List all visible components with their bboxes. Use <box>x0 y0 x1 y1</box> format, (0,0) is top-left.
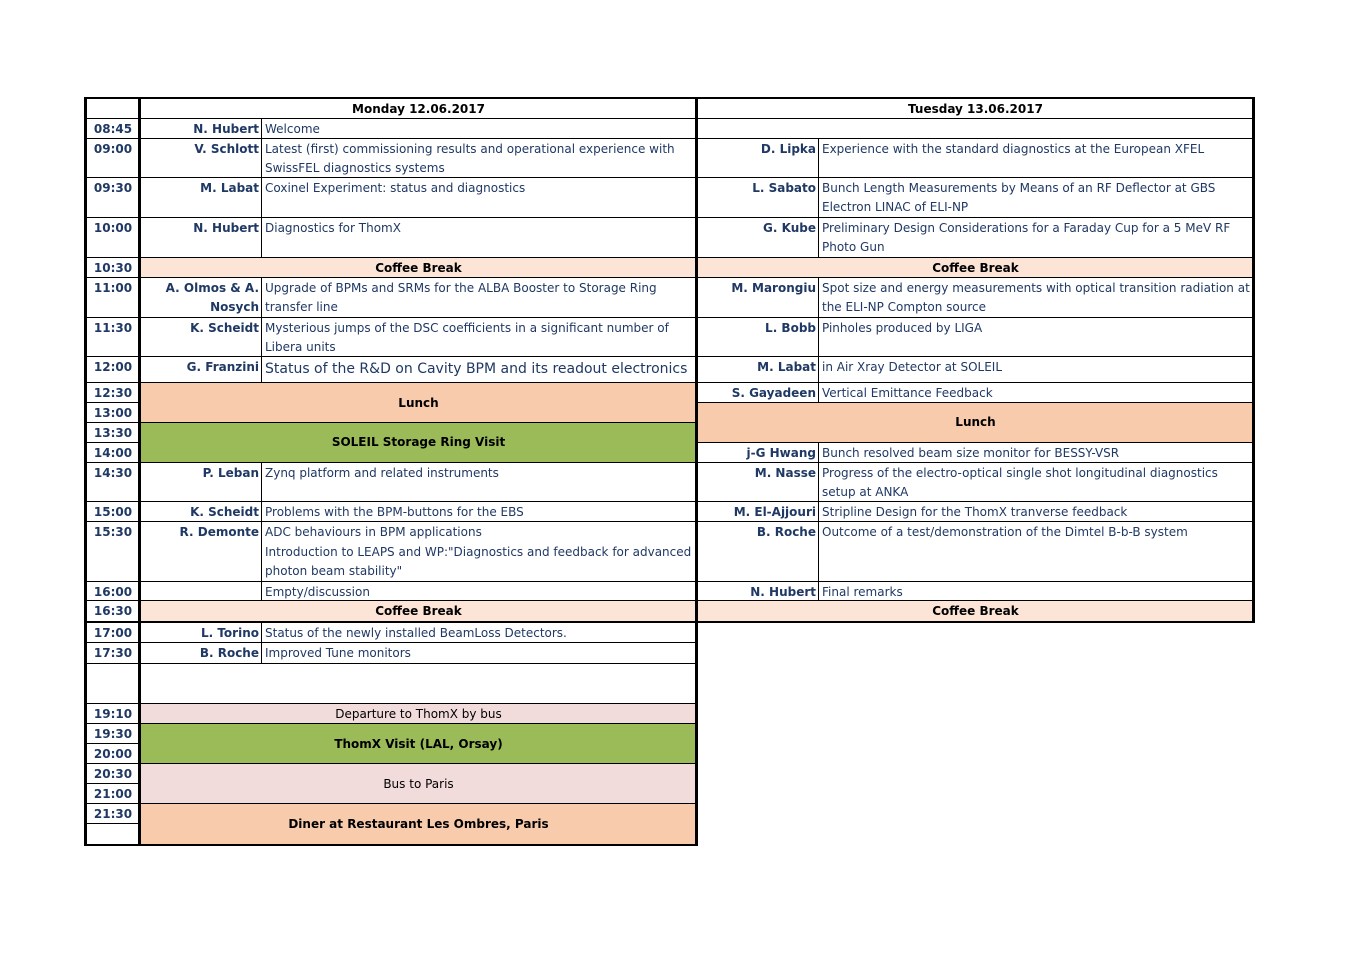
time-1730: 17:30 <box>93 646 133 660</box>
mon-soleil-visit: SOLEIL Storage Ring Visit <box>331 435 506 449</box>
grid-line <box>261 623 262 664</box>
mon-coffee-break: Coffee Break <box>375 603 462 618</box>
time-1600: 16:00 <box>93 585 133 599</box>
time-1100: 11:00 <box>93 281 133 295</box>
tue-coffee-break: Coffee Break <box>932 260 1019 275</box>
mon-speaker: L. Torino <box>200 626 259 640</box>
grid-line <box>261 278 262 383</box>
tue-speaker: L. Bobb <box>765 321 816 335</box>
mon-speaker: R. Demonte <box>179 525 259 539</box>
tue-speaker: B. Roche <box>756 525 816 539</box>
tue-talk: Spot size and energy measurements with optical transition radiation at the ELI-NP Compton source <box>822 281 1250 314</box>
tue-talk: Experience with the standard diagnostics at the European XFEL <box>822 142 1205 156</box>
grid-line <box>86 356 1253 357</box>
grid-line <box>86 743 140 744</box>
grid-line <box>818 278 819 403</box>
time-1200: 12:00 <box>93 360 133 374</box>
tue-talk: Bunch Length Measurements by Means of an RF Deflector at GBS Electron LINAC of ELI-NP <box>822 181 1216 214</box>
mon-speaker: P. Leban <box>202 466 259 480</box>
mon-speaker <box>141 582 261 583</box>
mon-talk: Coxinel Experiment: status and diagnostics <box>265 181 526 195</box>
tue-speaker: M. El-Ajjouri <box>733 505 816 519</box>
mon-talk: Upgrade of BPMs and SRMs for the ALBA Booster to Storage Ring transfer line <box>265 281 657 314</box>
time-2130: 21:30 <box>93 807 133 821</box>
grid-line <box>86 317 1253 318</box>
time-0900: 09:00 <box>93 142 133 156</box>
mon-speaker: K. Scheidt <box>190 505 259 519</box>
grid-line <box>86 501 1253 502</box>
tue-talk: Bunch resolved beam size monitor for BESSY-VSR <box>822 446 1120 460</box>
mon-speaker: N. Hubert <box>193 122 259 136</box>
mon-talk: Zynq platform and related instruments <box>265 466 499 480</box>
time-1330: 13:30 <box>93 426 133 440</box>
grid-line <box>86 783 140 784</box>
mon-speaker: G. Franzini <box>186 360 259 374</box>
time-1130: 11:30 <box>93 321 133 335</box>
grid-line <box>1252 97 1255 623</box>
grid-line <box>698 442 1253 443</box>
grid-line <box>86 177 1253 178</box>
tue-speaker: L. Sabato <box>752 181 816 195</box>
tue-coffee-break: Coffee Break <box>932 603 1019 618</box>
mon-talk: Introduction to LEAPS and WP:"Diagnostics and feedback for advanced photon beam stability" <box>265 545 692 578</box>
time-1430: 14:30 <box>93 466 133 480</box>
time-1700: 17:00 <box>93 626 133 640</box>
time-1000: 10:00 <box>93 221 133 235</box>
grid-line <box>84 97 1255 99</box>
tue-talk: Pinholes produced by LIGA <box>822 321 983 335</box>
grid-line <box>138 97 141 846</box>
mon-thomx-visit: ThomX Visit (LAL, Orsay) <box>334 736 503 751</box>
grid-line <box>86 823 140 824</box>
grid-line <box>86 402 140 403</box>
grid-line <box>86 581 1253 582</box>
time-1030: 10:30 <box>93 261 133 275</box>
mon-speaker: K. Scheidt <box>190 321 259 335</box>
tue-speaker: M. Nasse <box>754 466 816 480</box>
tue-talk: in Air Xray Detector at SOLEIL <box>822 360 1002 374</box>
mon-speaker: M. Labat <box>200 181 259 195</box>
time-1930: 19:30 <box>93 727 133 741</box>
tue-speaker: j-G Hwang <box>746 446 816 460</box>
grid-line <box>86 217 1253 218</box>
grid-line <box>86 521 1253 522</box>
mon-bus-to-paris: Bus to Paris <box>383 776 454 791</box>
mon-talk: ADC behaviours in BPM applications <box>265 525 482 539</box>
mon-diner: Diner at Restaurant Les Ombres, Paris <box>288 816 549 831</box>
mon-talk: Problems with the BPM-buttons for the EBS <box>265 505 524 519</box>
grid-line <box>86 703 696 704</box>
tue-lunch: Lunch <box>955 415 996 429</box>
time-1300: 13:00 <box>93 406 133 420</box>
mon-speaker: B. Roche <box>199 646 259 660</box>
grid-line <box>86 462 1253 463</box>
tue-talk: Final remarks <box>822 585 903 599</box>
grid-line <box>261 118 262 258</box>
mon-talk: Diagnostics for ThomX <box>265 221 401 235</box>
tue-speaker: S. Gayadeen <box>731 386 816 400</box>
tuesday-header: Tuesday 13.06.2017 <box>908 102 1043 116</box>
tue-talk: Stripline Design for the ThomX tranverse feedback <box>822 505 1128 519</box>
mon-talk: Latest (first) commissioning results and operational experience with SwissFEL diagnostics systems <box>265 142 675 175</box>
tue-speaker: N. Hubert <box>750 585 816 599</box>
mon-talk: Status of the R&D on Cavity BPM and its readout electronics <box>265 361 688 377</box>
tue-talk: Preliminary Design Considerations for a Faraday Cup for a 5 MeV RF Photo Gun <box>822 221 1231 254</box>
tue-speaker: D. Lipka <box>760 142 816 156</box>
mon-speaker: V. Schlott <box>194 142 259 156</box>
time-2000: 20:00 <box>93 747 133 761</box>
time-1530: 15:30 <box>93 525 133 539</box>
grid-line <box>86 118 1253 119</box>
mon-talk: Mysterious jumps of the DSC coefficients in a significant number of Libera units <box>265 321 669 354</box>
grid-line <box>818 138 819 258</box>
tue-talk: Vertical Emittance Feedback <box>822 386 993 400</box>
grid-line <box>86 138 1253 139</box>
monday-header: Monday 12.06.2017 <box>352 102 485 116</box>
tue-speaker: M. Marongiu <box>731 281 816 295</box>
grid-line <box>84 97 87 846</box>
grid-line <box>86 442 140 443</box>
time-1910: 19:10 <box>93 707 133 721</box>
time-1630: 16:30 <box>93 604 133 618</box>
grid-line <box>86 382 1253 383</box>
grid-line <box>86 600 1253 601</box>
time-1500: 15:00 <box>93 505 133 519</box>
tue-talk: Outcome of a test/demonstration of the Dimtel B-b-B system <box>822 525 1188 539</box>
time-2100: 21:00 <box>93 787 133 801</box>
tue-talk: Progress of the electro-optical single shot longitudinal diagnostics setup at ANKA <box>822 466 1218 499</box>
grid-line <box>86 422 696 423</box>
mon-speaker: N. Hubert <box>193 221 259 235</box>
mon-lunch: Lunch <box>398 395 439 410</box>
grid-line <box>86 277 1253 278</box>
time-2030: 20:30 <box>93 767 133 781</box>
tue-speaker: G. Kube <box>763 221 816 235</box>
grid-line <box>86 642 696 643</box>
mon-talk: Empty/discussion <box>265 585 370 599</box>
grid-line <box>84 621 1255 623</box>
grid-line <box>86 803 696 804</box>
mon-departure: Departure to ThomX by bus <box>335 706 502 721</box>
time-1230: 12:30 <box>93 386 133 400</box>
time-0845: 08:45 <box>93 122 133 136</box>
grid-line <box>695 97 698 846</box>
grid-line <box>86 663 696 664</box>
grid-line <box>86 723 696 724</box>
grid-line <box>84 844 698 846</box>
mon-talk: Improved Tune monitors <box>265 646 411 660</box>
grid-line <box>698 402 1253 403</box>
time-0930: 09:30 <box>93 181 133 195</box>
mon-speaker: A. Olmos & A. Nosych <box>165 281 259 314</box>
mon-talk: Welcome <box>265 122 320 136</box>
grid-line <box>86 763 696 764</box>
time-1400: 14:00 <box>93 446 133 460</box>
tue-speaker: M. Labat <box>757 360 816 374</box>
mon-coffee-break: Coffee Break <box>375 260 462 275</box>
grid-line <box>86 257 1253 258</box>
mon-talk: Status of the newly installed BeamLoss Detectors. <box>265 626 567 640</box>
